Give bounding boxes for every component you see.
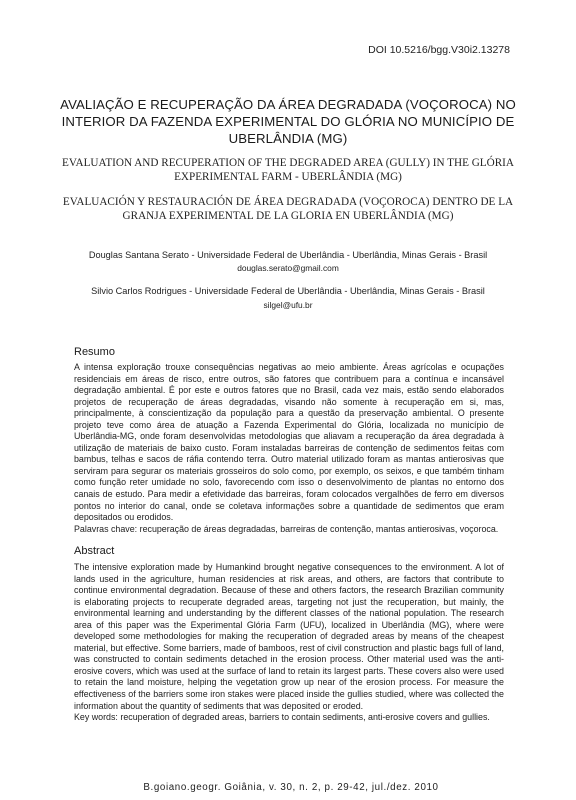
doi-label: DOI 10.5216/bgg.V30i2.13278 <box>368 44 510 56</box>
journal-citation-footer: B.goiano.geogr. Goiânia, v. 30, n. 2, p. 29-42, jul./dez. 2010 <box>143 782 439 793</box>
author-2-email: silgel@ufu.br <box>263 300 313 310</box>
resumo-text: A intensa exploração trouxe consequências negativas ao meio ambiente. Áreas agrícolas e ocupações residenciais em áreas de risco, entre outros, são fatores que contribuem para a contínua e incansável degradação ambiental. É por este e outros fatores que no Brasil, cada vez mais, estão sendo elaborados projetos de recuperação de áreas degradadas, visando não somente à recuperação em si, mas, principalmente, à conscientização da população para a questão da preservação ambiental. O presente projeto teve como área de atuação a Fazenda Experimental do Glória, localizada no município de Uberlândia-MG, onde foram desenvolvidas metodologias que aliavam a recuperação da área degradada à utilização de materiais de baixo custo. Foram instaladas barreiras de contenção de sedimentos feitas com bambus, telhas e sacos de ráfia contendo terra. Outro material utilizado foram as mantas antierosivas que serviram para segurar os materiais grosseiros do solo como, por exemplo, os seixos, e que também tinham como função reter umidade no solo, favorecendo com isso o desenvolvimento de plantas no entorno dos canais de estudo. Para medir a efetividade das barreiras, foram colocados vergalhões de ferro em diversos pontos no interior do canal, onde se coletava informações sobre a quantidade de sedimentos que eram depositados ou erodidos. <box>74 362 504 523</box>
abstract-body <box>74 562 504 724</box>
title-spanish: EVALUACIÓN Y RESTAURACIÓN DE ÁREA DEGRADADA (VOÇOROCA) DENTRO DE LA GRANJA EXPERIMENTAL DE LA GLORIA EN UBERLÂNDIA (MG) <box>62 196 514 222</box>
resumo-keywords: Palavras chave: recuperação de áreas degradadas, barreiras de contenção, mantas antierosivas, voçoroca. <box>74 523 499 534</box>
abstract-text: The intensive exploration made by Humankind brought negative consequences to the environment. A lot of lands used in the agriculture, human residencies at risk areas, and others, are factors that contribute to continue environmental degradation. Because of these and others factors, the research Brazilian community is elaborating projects to recuperate degraded areas, targeting not just the recuperation, but mainly, the environmental learning and understanding by the different classes of the national population. The research area of this paper was the Experimental Glória Farm (UFU), localized in Uberlândia (MG), where were developed some methodologies for making the recuperation of degraded areas by means of the cheapest material, but effective. Some barriers, made of bamboos, rest of civil construction and plastic bags full of land, was constructed to contain sediments detached in the erosion process. Other material used was the anti-erosive covers, which was used at the surface of land to retain its largest parts. These covers also were used to retain the land moisture, helping the vegetation grow up near of the erosion process. For measure the effectiveness of the barriers some iron stakes were placed inside the gullies studied, where was collected the information about the quantity of sediments that was deposited or eroded. <box>74 562 504 711</box>
title-english: EVALUATION AND RECUPERATION OF THE DEGRADED AREA (GULLY) IN THE GLÓRIA EXPERIMENTAL FARM - UBERLÂNDIA (MG) <box>62 157 514 183</box>
author-1-affiliation: Douglas Santana Serato - Universidade Federal de Uberlândia - Uberlândia, Minas Gerais - Brasil <box>88 250 488 260</box>
resumo-body <box>74 362 504 535</box>
title-portuguese: AVALIAÇÃO E RECUPERAÇÃO DA ÁREA DEGRADADA (VOÇOROCA) NO INTERIOR DA FAZENDA EXPERIMENTAL DO GLÓRIA NO MUNICÍPIO DE UBERLÂNDIA (MG) <box>60 97 516 146</box>
resumo-heading: Resumo <box>74 346 115 358</box>
abstract-keywords: Key words: recuperation of degraded areas, barriers to contain sediments, anti-erosive covers and gullies. <box>74 712 490 723</box>
author-1-email: douglas.serato@gmail.com <box>237 263 339 273</box>
abstract-heading: Abstract <box>74 545 115 557</box>
author-2-affiliation: Silvio Carlos Rodrigues - Universidade Federal de Uberlândia - Uberlândia, Minas Gerais - Brasil <box>91 286 485 296</box>
